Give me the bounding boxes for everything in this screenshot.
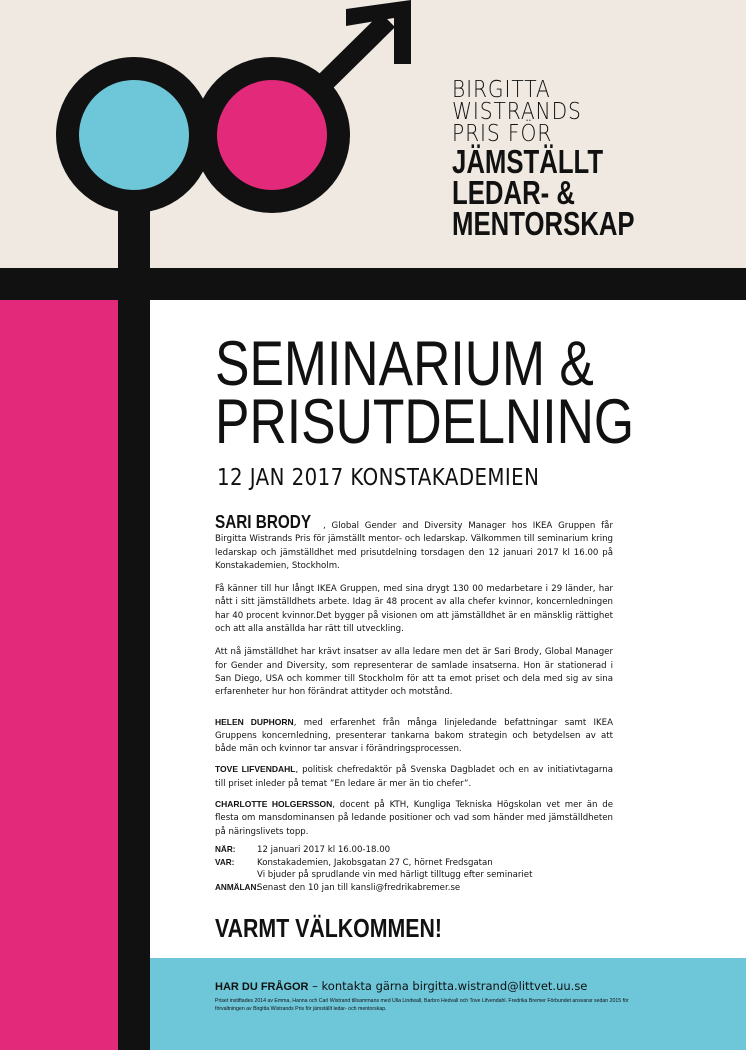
questions-heading: HAR DU FRÅGOR <box>215 981 309 993</box>
speaker-1 <box>215 716 613 757</box>
paragraph-2: Få känner till hur långt IKEA Gruppen, med sina drygt 130 00 medarbetare i 29 länder, har nått i sitt jämställdhets arbete. Idag är 48 procent av alla chefer kvinnor, koncernledningen har 40 procent kvinnor.Det bygger på visionen om att jämställdhet är en mänsklig rättighet och att alla anställda har rätt till utveckling. <box>215 584 613 635</box>
brand-line-5: LEDAR- & <box>452 173 575 211</box>
when-value: 12 januari 2017 kl 16.00-18.00 <box>257 845 391 855</box>
where-extra-row <box>215 869 635 882</box>
title-line-1: SEMINARIUM & <box>215 329 594 399</box>
brand-line-4: JÄMSTÄLLT <box>452 142 604 180</box>
brand-line-1: BIRGITTA <box>452 77 551 103</box>
brand-line-3: PRIS FÖR <box>452 120 553 147</box>
pink-circle <box>217 80 327 190</box>
contact-line <box>215 979 587 993</box>
brand-line-6: MENTORSKAP <box>452 205 635 243</box>
paragraph-3: Att nå jämställdhet har krävt insatser av alla ledare men det är Sari Brody, Global Manager for Gender and Diversity, som representerar de samlade insatserna. Hon är stationerad i San Diego, USA och kommer till Stockholm för att ta emot priset och dela med sig av sina erfarenheter hur hon förändrat attityder och motstånd. <box>215 647 613 698</box>
footer-fine-print: Priset instiftades 2014 av Emma, Hanna och Carl Wistrand tillsammans med Ulla Lindwall, Barbro Hedvall och Tove Lifvendahl. Fredrika Bremer Förbundet ansvarar sedan 2015 för förvaltningen av Birgitta Wistrands Pris för jämställt ledar- och mentorskap. <box>215 998 629 1012</box>
when-row <box>215 844 635 857</box>
speaker-1-text: , med erfarenhet från många linjeledande befattningar samt IKEA Gruppens koncernledning, presenterar tankarna bakom strategin och betydelsen av att både män och kvinnor tar ansvar i förändringsprocessen. <box>215 717 613 755</box>
intro-paragraph <box>215 512 613 573</box>
intro-text: , Global Gender and Diversity Manager hos IKEA Gruppen får Birgitta Wistrands Pris för jämställt mentor- och ledarskap. Välkommen till seminarium kring ledarskap och jämställdhet med prisutdelning torsdagen den 12 januari 2017 kl 16.00 på Konstakademien, Stockholm. <box>215 521 613 571</box>
contact-email-text[interactable]: – kontakta gärna birgitta.wistrand@littvet.uu.se <box>308 979 588 993</box>
where-label: VAR: <box>215 857 235 867</box>
speaker-2-text: , politisk chefredaktör på Svenska Dagbladet och en av initiativtagarna till priset inleder på temat ”En ledare är mer än tio chefer”. <box>215 765 613 789</box>
event-details <box>215 844 635 894</box>
award-brand-title <box>452 77 742 243</box>
speaker-3 <box>215 798 613 839</box>
event-subtitle: 12 JAN 2017 KONSTAKADEMIEN <box>217 465 540 491</box>
when-label: NÄR: <box>215 845 236 854</box>
speaker-3-name: CHARLOTTE HOLGERSSON <box>215 799 333 810</box>
signup-value: Senast den 10 jan till kansli@fredrikabremer.se <box>257 882 461 893</box>
where-extra: Vi bjuder på sprudlande vin med härligt tilltugg efter seminariet <box>257 870 533 881</box>
speaker-2-name: TOVE LIFVENDAHL <box>215 764 296 775</box>
arrow-shaft <box>322 20 388 85</box>
signup-label: ANMÄLAN: <box>215 882 260 892</box>
where-row <box>215 857 635 870</box>
speaker-2 <box>215 763 613 791</box>
vertical-black-stem <box>118 300 150 1050</box>
lead-name: SARI BRODY <box>215 512 312 532</box>
cyan-circle <box>79 80 189 190</box>
title-line-2: PRISUTDELNING <box>215 387 635 457</box>
event-title <box>215 329 641 457</box>
pink-column <box>0 300 118 1050</box>
signup-row <box>215 882 635 895</box>
speaker-3-text: , docent på KTH, Kungliga Tekniska Högskolan vet mer än de flesta om mansdominansen på ledande positioner och vad som händer med jämställdheten på näringslivets topp. <box>215 800 613 837</box>
speaker-1-name: HELEN DUPHORN <box>215 716 294 727</box>
cross-stem-top <box>118 210 150 300</box>
welcome-heading: VARMT VÄLKOMMEN! <box>215 913 442 943</box>
body-text <box>215 512 613 846</box>
brand-line-2: WISTRANDS <box>452 98 582 125</box>
speaker-list <box>215 716 613 839</box>
where-value: Konstakademien, Jakobsgatan 27 C, hörnet Fredsgatan <box>257 857 493 868</box>
